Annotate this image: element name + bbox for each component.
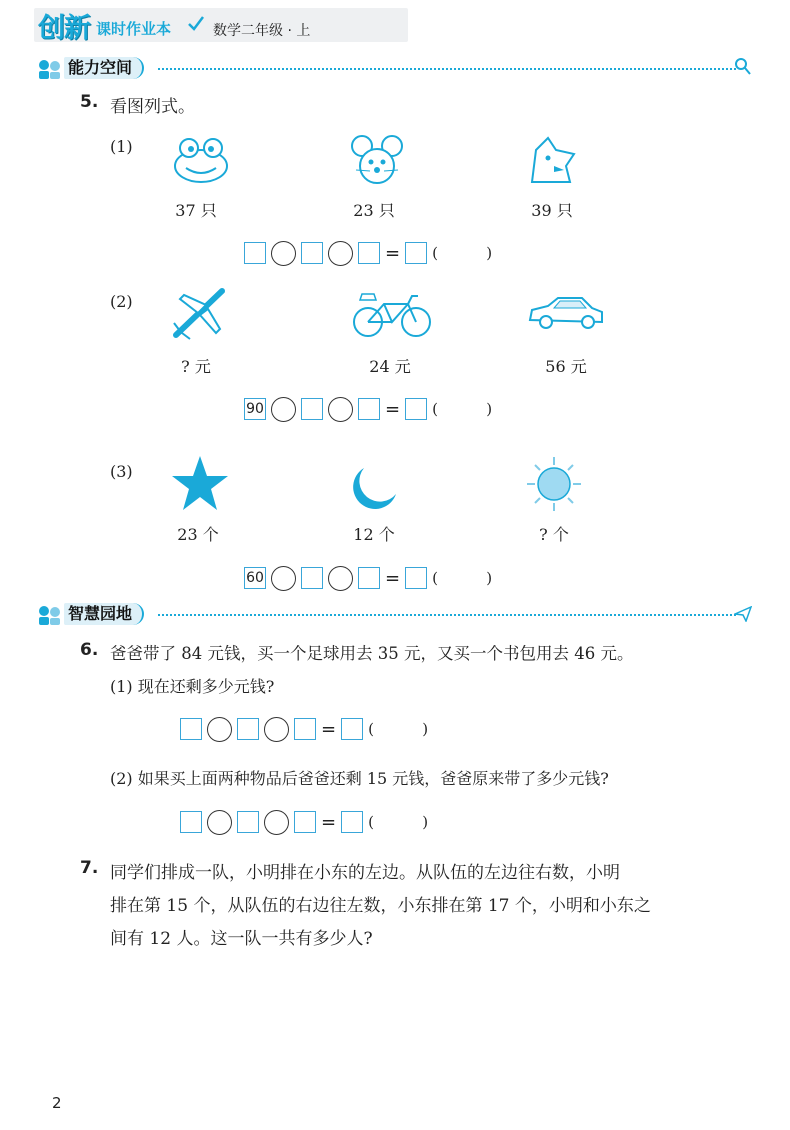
- answer-box[interactable]: [341, 811, 363, 833]
- question-number: 6.: [80, 640, 99, 660]
- unit-blank[interactable]: ( ): [432, 244, 493, 262]
- bicycle-icon: [352, 290, 432, 338]
- kids-icon: [36, 58, 64, 80]
- section-title-wisdom: 智慧园地: [64, 603, 144, 625]
- answer-box[interactable]: [301, 242, 323, 264]
- question-text: 看图列式。: [110, 97, 195, 117]
- unit-blank[interactable]: ( ): [432, 400, 493, 418]
- sun-icon: [526, 456, 582, 512]
- item-caption: 24 元: [369, 357, 411, 376]
- item-caption: 23 只: [353, 201, 395, 220]
- section-title-ability: 能力空间: [64, 57, 144, 79]
- answer-box[interactable]: [301, 398, 323, 420]
- pencil-check-icon: [186, 14, 206, 34]
- brand-logo: 创新: [38, 13, 90, 44]
- equation: [180, 810, 428, 834]
- part-label: (3): [110, 462, 133, 481]
- answer-box[interactable]: [358, 242, 380, 264]
- answer-box[interactable]: [341, 718, 363, 740]
- operator-circle[interactable]: [264, 810, 289, 835]
- operator-circle[interactable]: [271, 241, 296, 266]
- answer-box[interactable]: [237, 811, 259, 833]
- operator-circle[interactable]: [207, 810, 232, 835]
- item-caption: 56 元: [545, 357, 587, 376]
- answer-box[interactable]: [405, 567, 427, 589]
- item-caption: 12 个: [353, 525, 395, 544]
- sub-question: (2) 如果买上面两种物品后爸爸还剩 15 元钱，爸爸原来带了多少元钱?: [110, 769, 609, 788]
- operator-circle[interactable]: [271, 397, 296, 422]
- answer-box[interactable]: [405, 398, 427, 420]
- sub-question: (1) 现在还剩多少元钱?: [110, 677, 275, 696]
- unit-blank[interactable]: ( ): [368, 813, 429, 831]
- moon-icon: [350, 464, 400, 512]
- paper-plane-icon: [734, 606, 752, 622]
- item-caption: ? 元: [181, 357, 211, 376]
- question-text-line: 排在第 15 个，从队伍的右边往左数，小东排在第 17 个，小明和小东之: [110, 896, 651, 916]
- item-caption: 37 只: [175, 201, 217, 220]
- answer-box[interactable]: 60: [244, 567, 266, 589]
- part-label: (2): [110, 292, 133, 311]
- question-text-line: 间有 12 人。这一队一共有多少人?: [110, 929, 373, 949]
- equals-sign: =: [385, 567, 401, 589]
- section-divider: [158, 614, 736, 616]
- answer-box[interactable]: [358, 398, 380, 420]
- operator-circle[interactable]: [328, 241, 353, 266]
- question-text: 爸爸带了 84 元钱，买一个足球用去 35 元，又买一个书包用去 46 元。: [110, 644, 634, 663]
- equation: [244, 397, 492, 421]
- question-number: 5.: [80, 92, 99, 112]
- equation: [244, 241, 492, 265]
- operator-circle[interactable]: [207, 717, 232, 742]
- equals-sign: =: [321, 718, 337, 740]
- airplane-icon: [170, 287, 228, 341]
- operator-circle[interactable]: [264, 717, 289, 742]
- operator-circle[interactable]: [328, 566, 353, 591]
- answer-box[interactable]: [301, 567, 323, 589]
- answer-box[interactable]: [180, 718, 202, 740]
- item-caption: ? 个: [539, 525, 569, 544]
- page-number: 2: [52, 1094, 62, 1112]
- car-icon: [526, 292, 606, 332]
- answer-box[interactable]: [358, 567, 380, 589]
- unit-blank[interactable]: ( ): [432, 569, 493, 587]
- star-icon: [170, 454, 230, 512]
- part-label: (1): [110, 137, 133, 156]
- equals-sign: =: [385, 398, 401, 420]
- equation: [244, 566, 492, 590]
- item-caption: 39 只: [531, 201, 573, 220]
- magnifier-icon: [734, 57, 752, 77]
- question-text-line: 同学们排成一队，小明排在小东的左边。从队伍的左边往右数，小明: [110, 863, 620, 883]
- kids-icon: [36, 604, 64, 626]
- equation: [180, 717, 428, 741]
- answer-box[interactable]: [294, 811, 316, 833]
- answer-box[interactable]: [180, 811, 202, 833]
- brand-subtitle: 课时作业本: [96, 20, 172, 38]
- operator-circle[interactable]: [271, 566, 296, 591]
- header-subject: 数学二年级 · 上: [213, 23, 311, 39]
- answer-box[interactable]: [294, 718, 316, 740]
- equals-sign: =: [321, 811, 337, 833]
- operator-circle[interactable]: [328, 397, 353, 422]
- answer-box[interactable]: 90: [244, 398, 266, 420]
- answer-box[interactable]: [244, 242, 266, 264]
- section-divider: [158, 68, 736, 70]
- question-number: 7.: [80, 858, 99, 878]
- unit-blank[interactable]: ( ): [368, 720, 429, 738]
- item-caption: 23 个: [177, 525, 219, 544]
- frog-face-icon: [172, 136, 230, 184]
- mouse-face-icon: [350, 134, 404, 186]
- answer-box[interactable]: [237, 718, 259, 740]
- answer-box[interactable]: [405, 242, 427, 264]
- equals-sign: =: [385, 242, 401, 264]
- bird-face-icon: [526, 136, 580, 186]
